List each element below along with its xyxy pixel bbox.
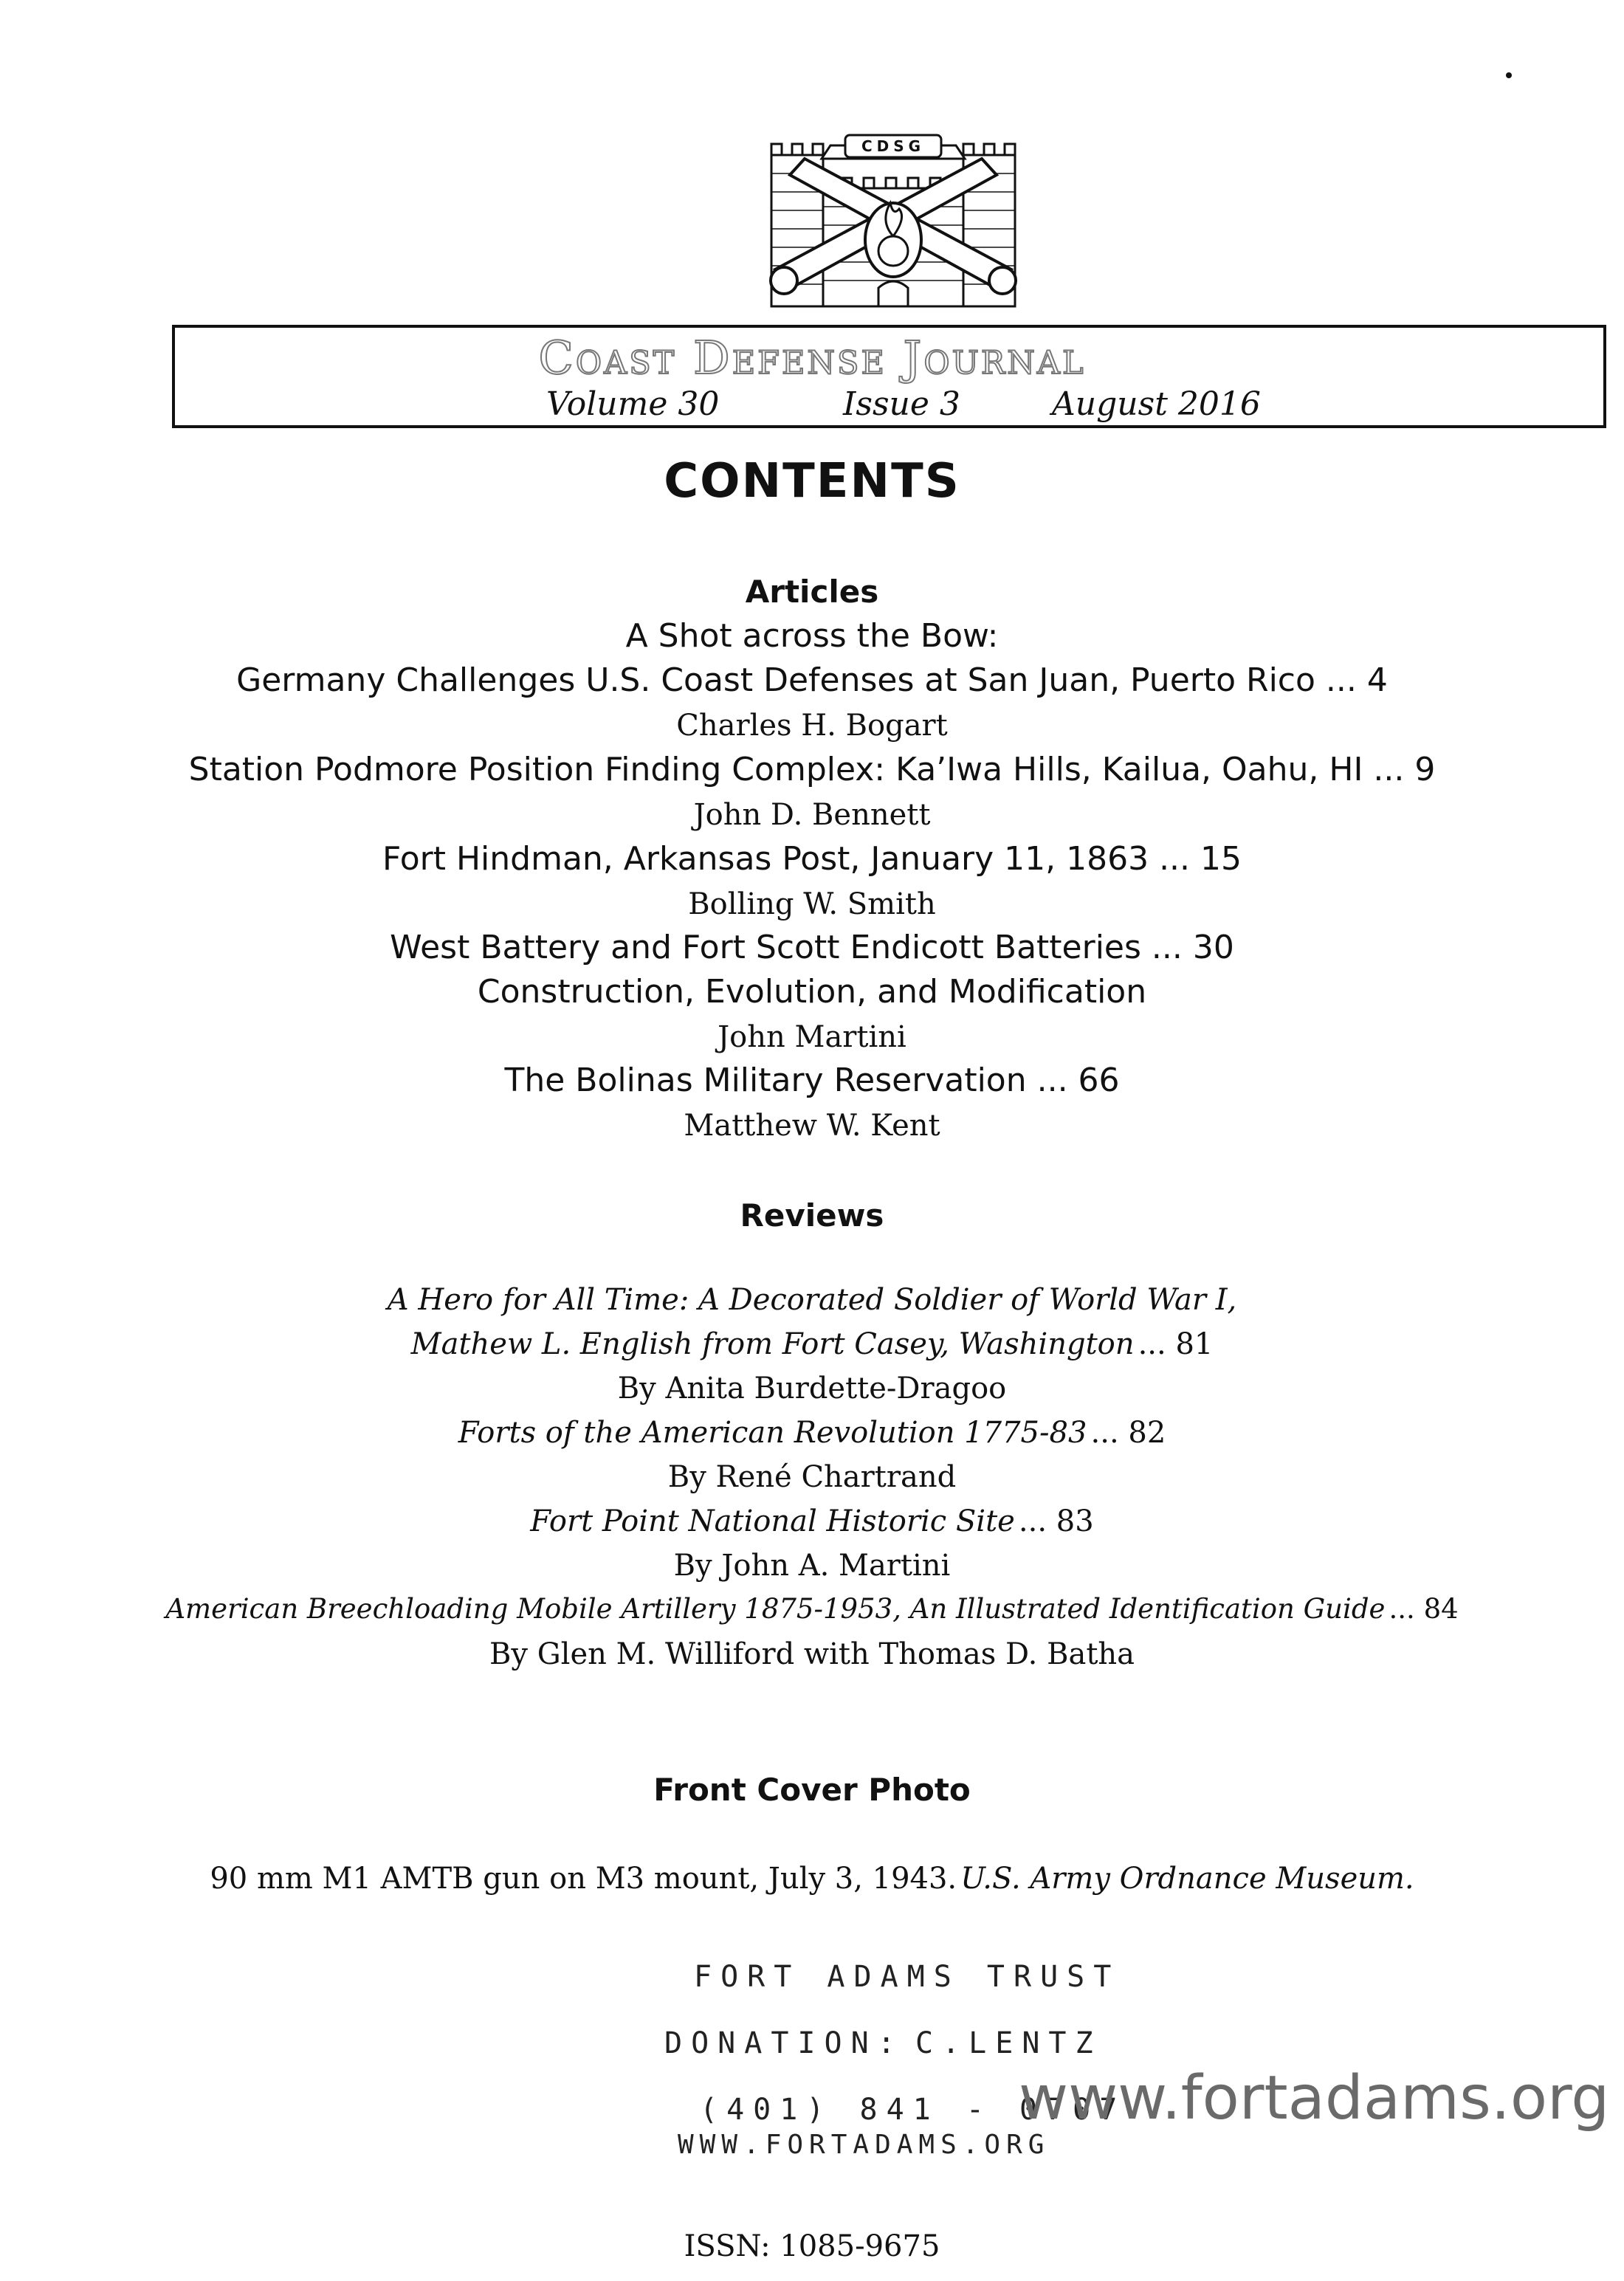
article-4-title-line1: West Battery and Fort Scott Endicott Batteries ... 30: [390, 929, 1234, 966]
article-4-title-line2: Construction, Evolution, and Modification: [477, 973, 1147, 1011]
logo-badge-text: CDSG: [861, 137, 926, 155]
review-2-title: Forts of the American Revolution 1775-83: [458, 1416, 1087, 1450]
issue-label: Issue 3: [843, 385, 960, 423]
watermark-url: www.fortadams.org: [1019, 2063, 1610, 2133]
article-2-author: John D. Bennett: [693, 798, 931, 832]
review-1-author: By Anita Burdette-Dragoo: [617, 1372, 1007, 1406]
cover-photo-credit: U.S. Army Ordnance Museum.: [960, 1862, 1414, 1896]
review-3-author: By John A. Martini: [673, 1549, 951, 1583]
review-1-title-line1: A Hero for All Time: A Decorated Soldier of World War I,: [387, 1283, 1237, 1317]
review-2-page: ... 82: [1090, 1416, 1166, 1450]
review-4-row: [0, 1593, 1624, 1625]
article-3-title: Fort Hindman, Arkansas Post, January 11, 1863 ... 15: [382, 840, 1242, 878]
stamp-website: WWW.FORTADAMS.ORG: [678, 2130, 1050, 2160]
cover-photo-caption-row: [0, 1862, 1624, 1896]
review-1-title-line2-row: [0, 1327, 1624, 1361]
cover-photo-heading: Front Cover Photo: [653, 1772, 971, 1808]
articles-heading: Articles: [745, 574, 879, 610]
journal-title: Coast Defense Journal: [538, 331, 1086, 385]
stamp-line-1: FORT ADAMS TRUST: [694, 1960, 1121, 1994]
reviews-heading: Reviews: [740, 1197, 884, 1234]
date-label: August 2016: [1052, 385, 1261, 423]
review-1-page: ... 81: [1138, 1327, 1214, 1361]
article-1-title-line1: A Shot across the Bow:: [625, 617, 999, 655]
review-4-title: American Breechloading Mobile Artillery 1875-1953, An Illustrated Identification Guide: [165, 1593, 1386, 1625]
article-4-author: John Martini: [718, 1020, 906, 1054]
review-2-row: [0, 1416, 1624, 1450]
article-5-title: The Bolinas Military Reservation ... 66: [504, 1062, 1120, 1099]
volume-label: Volume 30: [546, 385, 720, 423]
article-1-title-line2: Germany Challenges U.S. Coast Defenses at San Juan, Puerto Rico ... 4: [236, 661, 1388, 699]
review-1-title-line2: Mathew L. English from Fort Casey, Washington: [410, 1327, 1135, 1361]
contents-title: CONTENTS: [664, 454, 960, 509]
cover-photo-caption: 90 mm M1 AMTB gun on M3 mount, July 3, 1943.: [210, 1862, 957, 1896]
article-5-author: Matthew W. Kent: [684, 1109, 940, 1143]
review-3-row: [0, 1504, 1624, 1538]
stamp-donation-value: C.LENTZ: [915, 2026, 1102, 2060]
article-3-author: Bolling W. Smith: [688, 887, 936, 921]
scan-speck: [1506, 72, 1512, 78]
stamp-phone: (401) 841 - 0707: [700, 2093, 1126, 2127]
review-4-page: ... 84: [1389, 1593, 1459, 1625]
stamp-donation-label: DONATION:: [664, 2026, 904, 2060]
review-3-title: Fort Point National Historic Site: [530, 1504, 1015, 1538]
article-1-author: Charles H. Bogart: [676, 709, 948, 743]
article-2-title: Station Podmore Position Finding Complex: Ka’Iwa Hills, Kailua, Oahu, HI ... 9: [188, 751, 1436, 788]
review-2-author: By René Chartrand: [667, 1460, 957, 1494]
review-3-page: ... 83: [1018, 1504, 1094, 1538]
cdsg-castle-logo: [760, 129, 1026, 325]
review-4-author: By Glen M. Williford with Thomas D. Batha: [489, 1637, 1135, 1671]
issn: ISSN: 1085-9675: [684, 2229, 940, 2263]
